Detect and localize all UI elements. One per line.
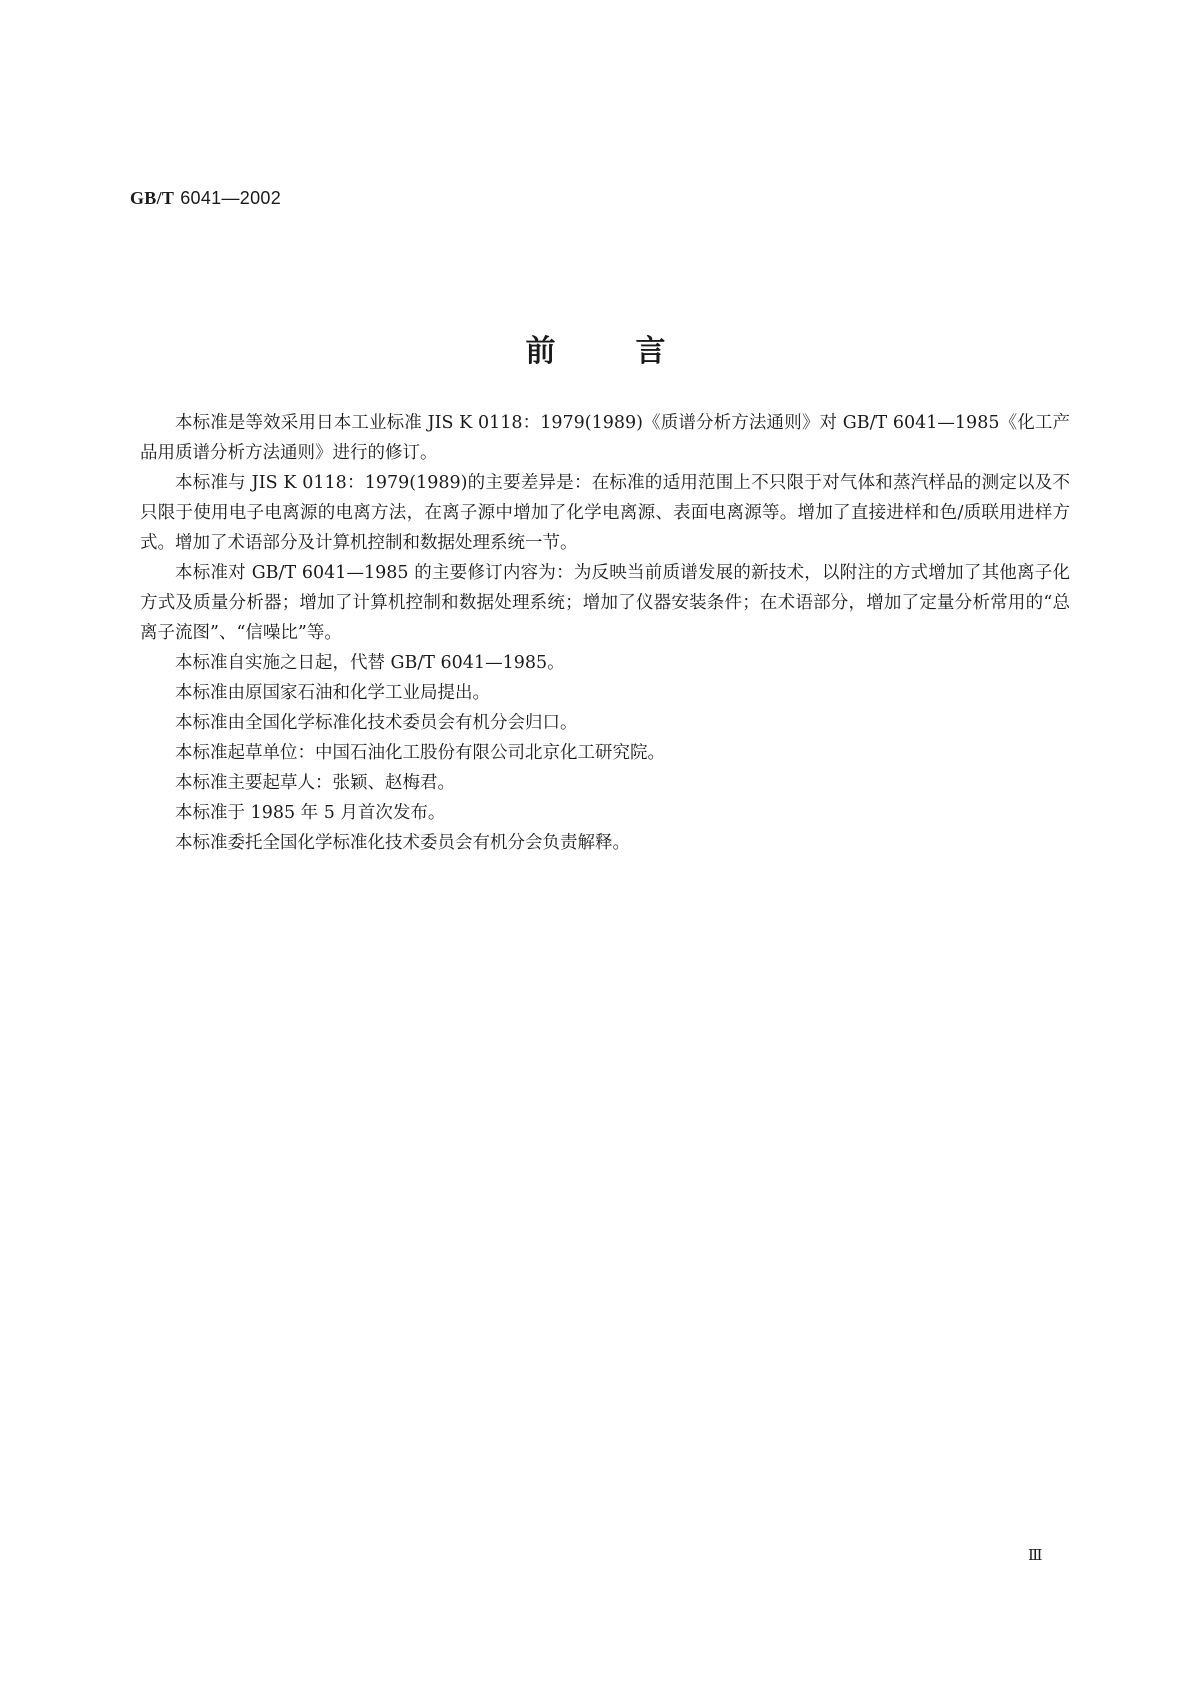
foreword-body: [140, 408, 1070, 858]
paragraph: 本标准是等效采用日本工业标准 JIS K 0118：1979(1989)《质谱分析方法通则》对 GB/T 6041—1985《化工产品用质谱分析方法通则》进行的修订。: [140, 413, 1070, 463]
page-number: Ⅲ: [1028, 1546, 1043, 1564]
paragraph: 本标准于 1985 年 5 月首次发布。: [175, 803, 446, 823]
paragraph: 本标准自实施之日起，代替 GB/T 6041—1985。: [175, 653, 565, 673]
paragraph: 本标准由原国家石油和化学工业局提出。: [175, 683, 490, 703]
paragraph: 本标准由全国化学标准化技术委员会有机分会归口。: [175, 713, 578, 733]
page-title: 前言: [525, 334, 746, 369]
paragraph: 本标准与 JIS K 0118：1979(1989)的主要差异是：在标准的适用范围上不只限于对气体和蒸汽样品的测定以及不只限于使用电子电离源的电离方法，在离子源中增加了化学电离源、表面电离源等。增加了直接进样和色/质联用进样方式。增加了术语部分及计算机控制和数据处理系统一节。: [140, 473, 1070, 553]
standard-code-prefix: GB/T: [130, 188, 175, 208]
standard-code-number: 6041—2002: [180, 188, 282, 208]
standard-code-header: [130, 188, 281, 209]
paragraph: 本标准起草单位：中国石油化工股份有限公司北京化工研究院。: [175, 743, 665, 763]
paragraph: 本标准对 GB/T 6041—1985 的主要修订内容为：为反映当前质谱发展的新技术，以附注的方式增加了其他离子化方式及质量分析器；增加了计算机控制和数据处理系统；增加了仪器安装条件；在术语部分，增加了定量分析常用的“总离子流图”、“信噪比”等。: [140, 563, 1070, 643]
paragraph: 本标准委托全国化学标准化技术委员会有机分会负责解释。: [175, 833, 630, 853]
paragraph: 本标准主要起草人：张颖、赵梅君。: [175, 773, 455, 793]
